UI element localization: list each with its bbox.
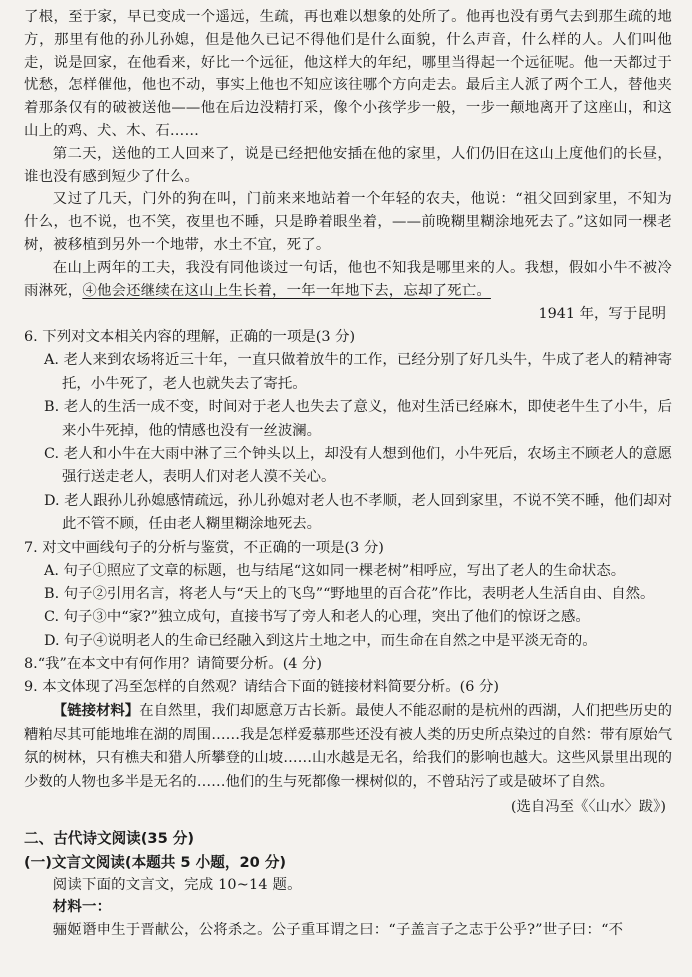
link-material-text: 在自然里，我们却愿意万古长新。最使人不能忍耐的是杭州的西湖，人们把些历史的糟粕尽其可能地堆在湖的周围……我是怎样爱慕那些还没有被人类的历史所点染过的自然：带有原始气氛的树林，只有樵夫和猎人所攀登的山坡……山水越是无名，给我们的影响也越大。这些风景里出现的少数的人物也多半是无名的……他们的生与死都像一棵树似的，不曾玷污了或是破坏了自然。 xyxy=(24,703,672,791)
passage-paragraph: 了根，至于家，早已变成一个遥远，生疏，再也难以想象的处所了。他再也没有勇气去到那生疏的地方，那里有他的孙儿孙媳，但是他久已记不得他们是什么面貌，什么声音，什么样的人。人们叫他走，说是回家，在他看来，好比一个远征，他这样大的年纪，哪里当得起一个远征呢。他一天都过于忧愁，怎样催他，他也不动，事实上他也不知应该往哪个方向走去。最后主人派了两个工人，替他夹着那条仅有的破被送他——他在后边没精打采，像个小孩学步一般，一步一颠地离开了这座山，和这山上的鸡、犬、木、石…… xyxy=(24,9,672,139)
link-material-label: 【链接材料】 xyxy=(52,702,140,720)
question-7-stem: 7. 对文中画线句子的分析与鉴赏，不正确的一项是(3 分) xyxy=(24,539,384,556)
passage-signoff: 1941 年，写于昆明 xyxy=(538,306,666,323)
passage-paragraph: 又过了几天，门外的狗在叫，门前来来地站着一个年轻的农夫，他说：“祖父回到家里，不知为什么，也不说，也不笑，夜里也不睡，只是睁着眼坐着，——前晚糊里糊涂地死去了。”这如同一棵老树，被移植到另外一个地带，水土不宜，死了。 xyxy=(24,191,672,253)
question-7-option-a: A. 句子①照应了文章的标题，也与结尾“这如同一棵老树”相呼应，写出了老人的生命状态。 xyxy=(44,562,626,579)
question-6-option-c: C. 老人和小牛在大雨中淋了三个钟头以上，却没有人想到他们，小牛死后，农场主不顾老人的意愿强行送走老人，表明人们对老人漠不关心。 xyxy=(44,445,672,486)
question-7-option-c: C. 句子③中“家?”独立成句，直接书写了旁人和老人的心理，突出了他们的惊讶之感。 xyxy=(44,609,590,626)
question-6-stem: 6. 下列对文本相关内容的理解，正确的一项是(3 分) xyxy=(24,329,356,346)
section-heading: 二、古代诗文阅读(35 分) xyxy=(24,829,195,847)
passage-paragraph xyxy=(24,257,672,303)
question-7-option-d: D. 句子④说明老人的生命已经融入到这片土地之中，而生命在自然之中是平淡无奇的。 xyxy=(44,632,597,649)
question-7-option-b: B. 句子②引用名言，将老人与“天上的飞鸟”“野地里的百合花”作比，表明老人生活自由、自然。 xyxy=(44,586,655,603)
question-6-option-a: A. 老人来到农场将近三十年，一直只做着放牛的工作，已经分别了好几头牛，牛成了老人的精神寄托，小牛死了，老人也就失去了寄托。 xyxy=(44,352,672,392)
reading-instruction: 阅读下面的文言文，完成 10~14 题。 xyxy=(52,876,302,893)
link-material xyxy=(24,699,672,794)
question-8-stem: 8.“我”在本文中有何作用？请简要分析。(4 分) xyxy=(24,656,323,673)
passage-paragraph: 第二天，送他的工人回来了，说是已经把他安插在他的家里，人们仍旧在这山上度他们的长昼，谁也没有感到短少了什么。 xyxy=(24,145,672,185)
passage-text: 在山上两年的工夫，我没有同他谈过一句话，他也不知我是哪里来的人。我想，假如小牛不被冷雨淋死， xyxy=(24,259,672,299)
question-6-option-b: B. 老人的生活一成不变，时间对于老人也失去了意义，他对生活已经麻木，即使老牛生了小牛，后来小牛死掉，他的情感也没有一丝波澜。 xyxy=(44,399,672,439)
material-label: 材料一： xyxy=(52,898,112,916)
underlined-sentence-4: ④他会还继续在这山上生长着，一年一年地下去，忘却了死亡。 xyxy=(82,282,491,299)
subsection-heading: (一)文言文阅读(本题共 5 小题，20 分) xyxy=(24,853,287,871)
question-9-stem: 9. 本文体现了冯至怎样的自然观？请结合下面的链接材料简要分析。(6 分) xyxy=(24,679,499,696)
link-material-source: (选自冯至《〈山水〉跋》) xyxy=(510,798,666,815)
material-text: 骊姬谮申生于晋献公，公将杀之。公子重耳谓之曰：“子盖言子之志于公乎?”世子曰：“不 xyxy=(52,922,624,939)
question-6-option-d: D. 老人跟孙儿孙媳感情疏远，孙儿孙媳对老人也不孝顺，老人回到家里，不说不笑不睡，他们却对此不管不顾，任由老人糊里糊涂地死去。 xyxy=(44,492,672,533)
